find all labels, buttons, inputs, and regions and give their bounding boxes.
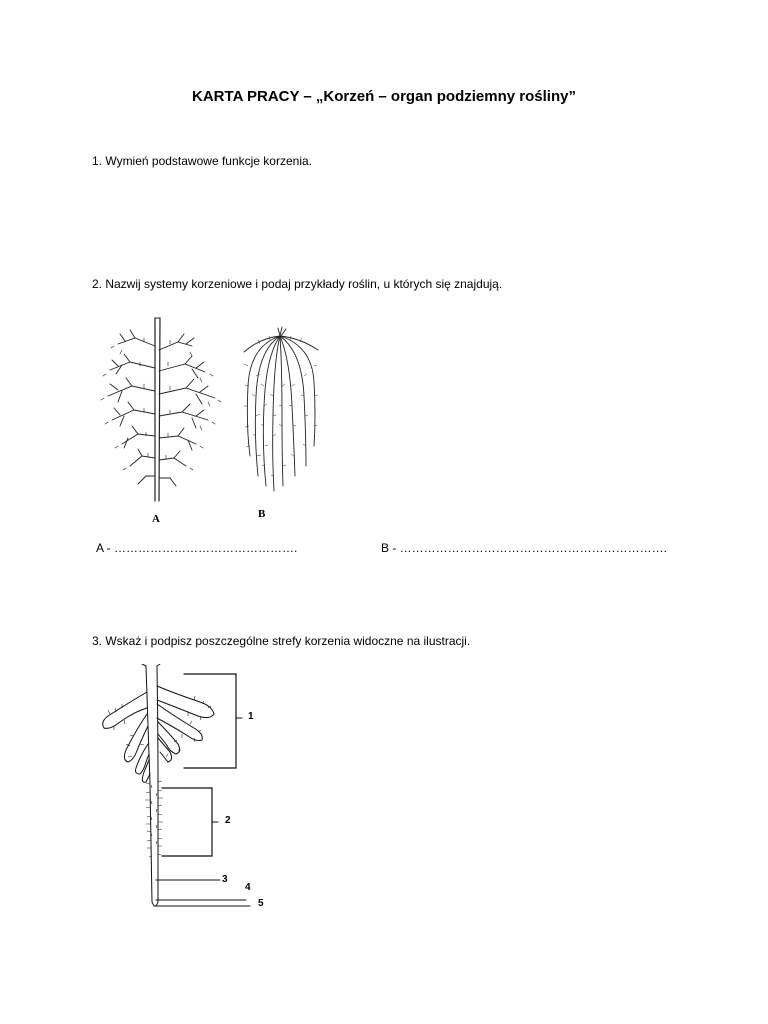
root-zones-illustration [90,664,280,916]
taproot-system-illustration [100,316,225,506]
figure-label-a: A [152,513,160,525]
zone-label-1: 1 [248,711,254,722]
fibrous-root-system-illustration [240,326,320,496]
figure-label-b: B [258,508,266,520]
answer-line-a[interactable]: A - ………………………………………. [96,541,298,555]
zone-label-2: 2 [225,815,231,826]
zone-label-4: 4 [245,882,251,893]
answer-line-b[interactable]: B - …………………………………………………………. [381,541,668,555]
question-3: 3. Wskaż i podpisz poszczególne strefy korzenia widoczne na ilustracji. [92,634,471,648]
zone-label-5: 5 [258,898,264,909]
question-1: 1. Wymień podstawowe funkcje korzenia. [92,154,312,168]
question-2: 2. Nazwij systemy korzeniowe i podaj przykłady roślin, u których się znajdują. [92,277,503,291]
zone-label-3: 3 [222,874,228,885]
worksheet-title: KARTA PRACY – „Korzeń – organ podziemny rośliny” [192,88,576,105]
